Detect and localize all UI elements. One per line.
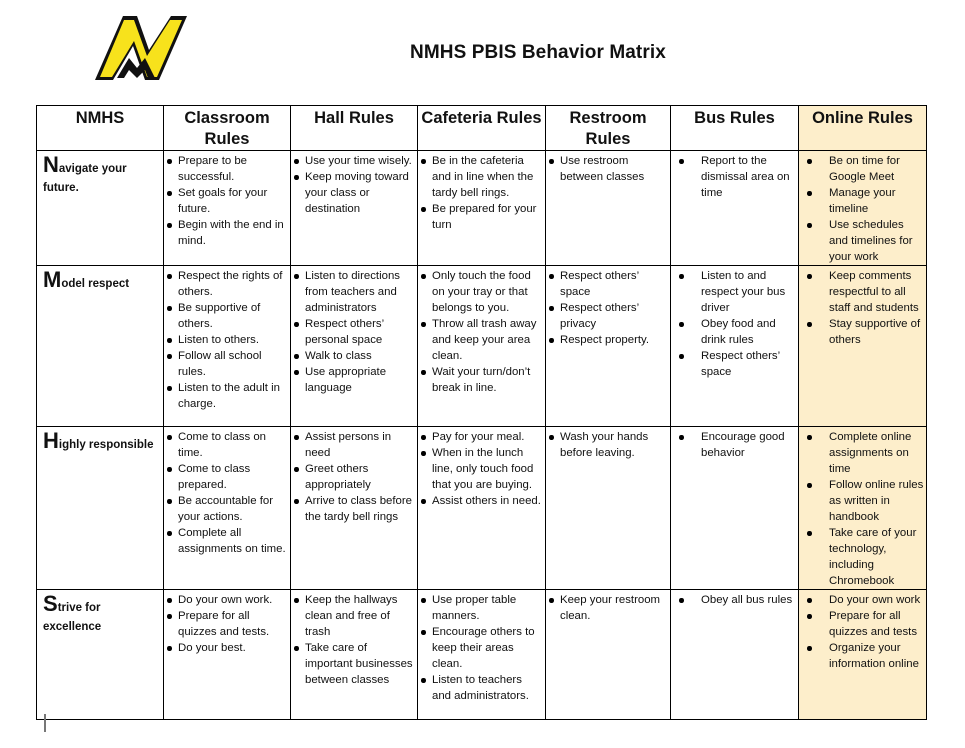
- table-row: [37, 427, 927, 590]
- rule-list: [546, 153, 670, 185]
- rule-list: [799, 592, 926, 672]
- rule-list: [799, 153, 926, 265]
- rule-list: [546, 429, 670, 461]
- bus-rules-cell: [671, 427, 799, 590]
- online-rules-cell: [799, 427, 927, 590]
- column-header: Restroom Rules: [546, 106, 671, 151]
- rule-item: Encourage others to keep their areas clean.: [432, 624, 543, 672]
- rule-item: Respect others’ privacy: [560, 300, 668, 332]
- rule-item: Respect the rights of others.: [178, 268, 288, 300]
- rule-item: Use appropriate language: [305, 364, 415, 396]
- rule-item: Be on time for Google Meet: [829, 153, 924, 185]
- table-row: [37, 151, 927, 266]
- rule-item: Complete online assignments on time: [829, 429, 924, 477]
- rule-item: Be prepared for your turn: [432, 201, 543, 233]
- cafeteria-rules-cell: [418, 590, 546, 720]
- rule-item: Listen to the adult in charge.: [178, 380, 288, 412]
- rule-item: Listen to teachers and administrators.: [432, 672, 543, 704]
- column-header: NMHS: [37, 106, 164, 151]
- text-cursor: [44, 714, 46, 732]
- rule-item: Come to class prepared.: [178, 461, 288, 493]
- rule-item: Respect others’ space: [560, 268, 668, 300]
- rule-list: [291, 429, 417, 525]
- rule-item: When in the lunch line, only touch food that you are buying.: [432, 445, 543, 493]
- row-initial: N: [43, 152, 59, 177]
- row-initial: M: [43, 267, 62, 292]
- rule-item: Pay for your meal.: [432, 429, 543, 445]
- rule-item: Prepare to be successful.: [178, 153, 288, 185]
- rule-item: Wait your turn/don’t break in line.: [432, 364, 543, 396]
- bus-rules-cell: [671, 590, 799, 720]
- row-initial: H: [43, 428, 59, 453]
- rule-item: Obey food and drink rules: [701, 316, 796, 348]
- rule-item: Respect others’ personal space: [305, 316, 415, 348]
- rule-list: [799, 268, 926, 348]
- rule-list: [291, 153, 417, 217]
- cafeteria-rules-cell: [418, 427, 546, 590]
- hall-rules-cell: [291, 151, 418, 266]
- hall-rules-cell: [291, 427, 418, 590]
- rule-item: Listen to others.: [178, 332, 288, 348]
- rule-list: [418, 429, 545, 509]
- rule-item: Assist persons in need: [305, 429, 415, 461]
- rule-list: [164, 268, 290, 412]
- row-header: [37, 266, 164, 427]
- rule-item: Keep comments respectful to all staff and students: [829, 268, 924, 316]
- table-row: [37, 266, 927, 427]
- page-title: NMHS PBIS Behavior Matrix: [410, 42, 666, 63]
- rule-list: [799, 429, 926, 589]
- rule-list: [291, 592, 417, 688]
- online-rules-cell: [799, 266, 927, 427]
- row-label: avigate your future.: [43, 163, 127, 194]
- rule-item: Do your own work.: [178, 592, 288, 608]
- classroom-rules-cell: [164, 151, 291, 266]
- cafeteria-rules-cell: [418, 151, 546, 266]
- restroom-rules-cell: [546, 590, 671, 720]
- rule-item: Stay supportive of others: [829, 316, 924, 348]
- rule-item: Do your best.: [178, 640, 288, 656]
- rule-list: [418, 153, 545, 233]
- row-header: [37, 590, 164, 720]
- rule-item: Use your time wisely.: [305, 153, 415, 169]
- row-header: [37, 427, 164, 590]
- restroom-rules-cell: [546, 266, 671, 427]
- rule-item: Only touch the food on your tray or that belongs to you.: [432, 268, 543, 316]
- column-header: Cafeteria Rules: [418, 106, 546, 151]
- classroom-rules-cell: [164, 590, 291, 720]
- column-header: Bus Rules: [671, 106, 799, 151]
- column-header: Online Rules: [799, 106, 927, 151]
- rule-item: Walk to class: [305, 348, 415, 364]
- rule-item: Follow all school rules.: [178, 348, 288, 380]
- rule-item: Listen to and respect your bus driver: [701, 268, 796, 316]
- rule-list: [164, 592, 290, 656]
- rule-item: Do your own work: [829, 592, 924, 608]
- rule-list: [671, 268, 798, 380]
- rule-item: Respect others’ space: [701, 348, 796, 380]
- behavior-matrix-table: [36, 105, 927, 720]
- rule-item: Encourage good behavior: [701, 429, 796, 461]
- rule-list: [671, 592, 798, 608]
- rule-item: Be supportive of others.: [178, 300, 288, 332]
- rule-list: [291, 268, 417, 396]
- rule-item: Wash your hands before leaving.: [560, 429, 668, 461]
- rule-item: Prepare for all quizzes and tests.: [178, 608, 288, 640]
- rule-item: Manage your timeline: [829, 185, 924, 217]
- rule-list: [671, 153, 798, 201]
- rule-list: [418, 268, 545, 396]
- rule-item: Keep moving toward your class or destination: [305, 169, 415, 217]
- rule-item: Greet others appropriately: [305, 461, 415, 493]
- classroom-rules-cell: [164, 266, 291, 427]
- rule-item: Keep the hallways clean and free of trash: [305, 592, 415, 640]
- hall-rules-cell: [291, 266, 418, 427]
- rule-item: Assist others in need.: [432, 493, 543, 509]
- rule-item: Set goals for your future.: [178, 185, 288, 217]
- rule-item: Use schedules and timelines for your work: [829, 217, 924, 265]
- classroom-rules-cell: [164, 427, 291, 590]
- nm-logo-icon: [93, 14, 189, 84]
- restroom-rules-cell: [546, 151, 671, 266]
- rule-item: Report to the dismissal area on time: [701, 153, 796, 201]
- row-label: trive for excellence: [43, 602, 102, 633]
- rule-item: Use proper table manners.: [432, 592, 543, 624]
- rule-item: Complete all assignments on time.: [178, 525, 288, 557]
- rule-item: Prepare for all quizzes and tests: [829, 608, 924, 640]
- rule-item: Begin with the end in mind.: [178, 217, 288, 249]
- rule-list: [671, 429, 798, 461]
- row-label: ighly responsible: [58, 439, 154, 451]
- bus-rules-cell: [671, 151, 799, 266]
- rule-item: Keep your restroom clean.: [560, 592, 668, 624]
- row-label: odel respect: [61, 278, 130, 290]
- cafeteria-rules-cell: [418, 266, 546, 427]
- bus-rules-cell: [671, 266, 799, 427]
- rule-list: [164, 153, 290, 249]
- hall-rules-cell: [291, 590, 418, 720]
- rule-item: Respect property.: [560, 332, 668, 348]
- rule-item: Obey all bus rules: [701, 592, 796, 608]
- rule-item: Take care of important businesses between classes: [305, 640, 415, 688]
- rule-item: Take care of your technology, including Chromebook: [829, 525, 924, 589]
- rule-item: Use restroom between classes: [560, 153, 668, 185]
- header-row: [37, 106, 927, 151]
- rule-item: Follow online rules as written in handbook: [829, 479, 924, 523]
- rule-item: Be in the cafeteria and in line when the tardy bell rings.: [432, 153, 543, 201]
- restroom-rules-cell: [546, 427, 671, 590]
- column-header: Hall Rules: [291, 106, 418, 151]
- rule-item: Throw all trash away and keep your area clean.: [432, 316, 543, 364]
- rule-item: Listen to directions from teachers and administrators: [305, 268, 415, 316]
- row-header: [37, 151, 164, 266]
- rule-list: [418, 592, 545, 704]
- rule-item: Organize your information online: [829, 640, 924, 672]
- online-rules-cell: [799, 590, 927, 720]
- table-row: [37, 590, 927, 720]
- rule-item: Be accountable for your actions.: [178, 493, 288, 525]
- rule-list: [546, 592, 670, 624]
- rule-item: Arrive to class before the tardy bell rings: [305, 493, 415, 525]
- rule-item: Come to class on time.: [178, 429, 288, 461]
- rule-list: [164, 429, 290, 557]
- rule-list: [546, 268, 670, 348]
- column-header: Classroom Rules: [164, 106, 291, 151]
- online-rules-cell: [799, 151, 927, 266]
- row-initial: S: [43, 591, 58, 616]
